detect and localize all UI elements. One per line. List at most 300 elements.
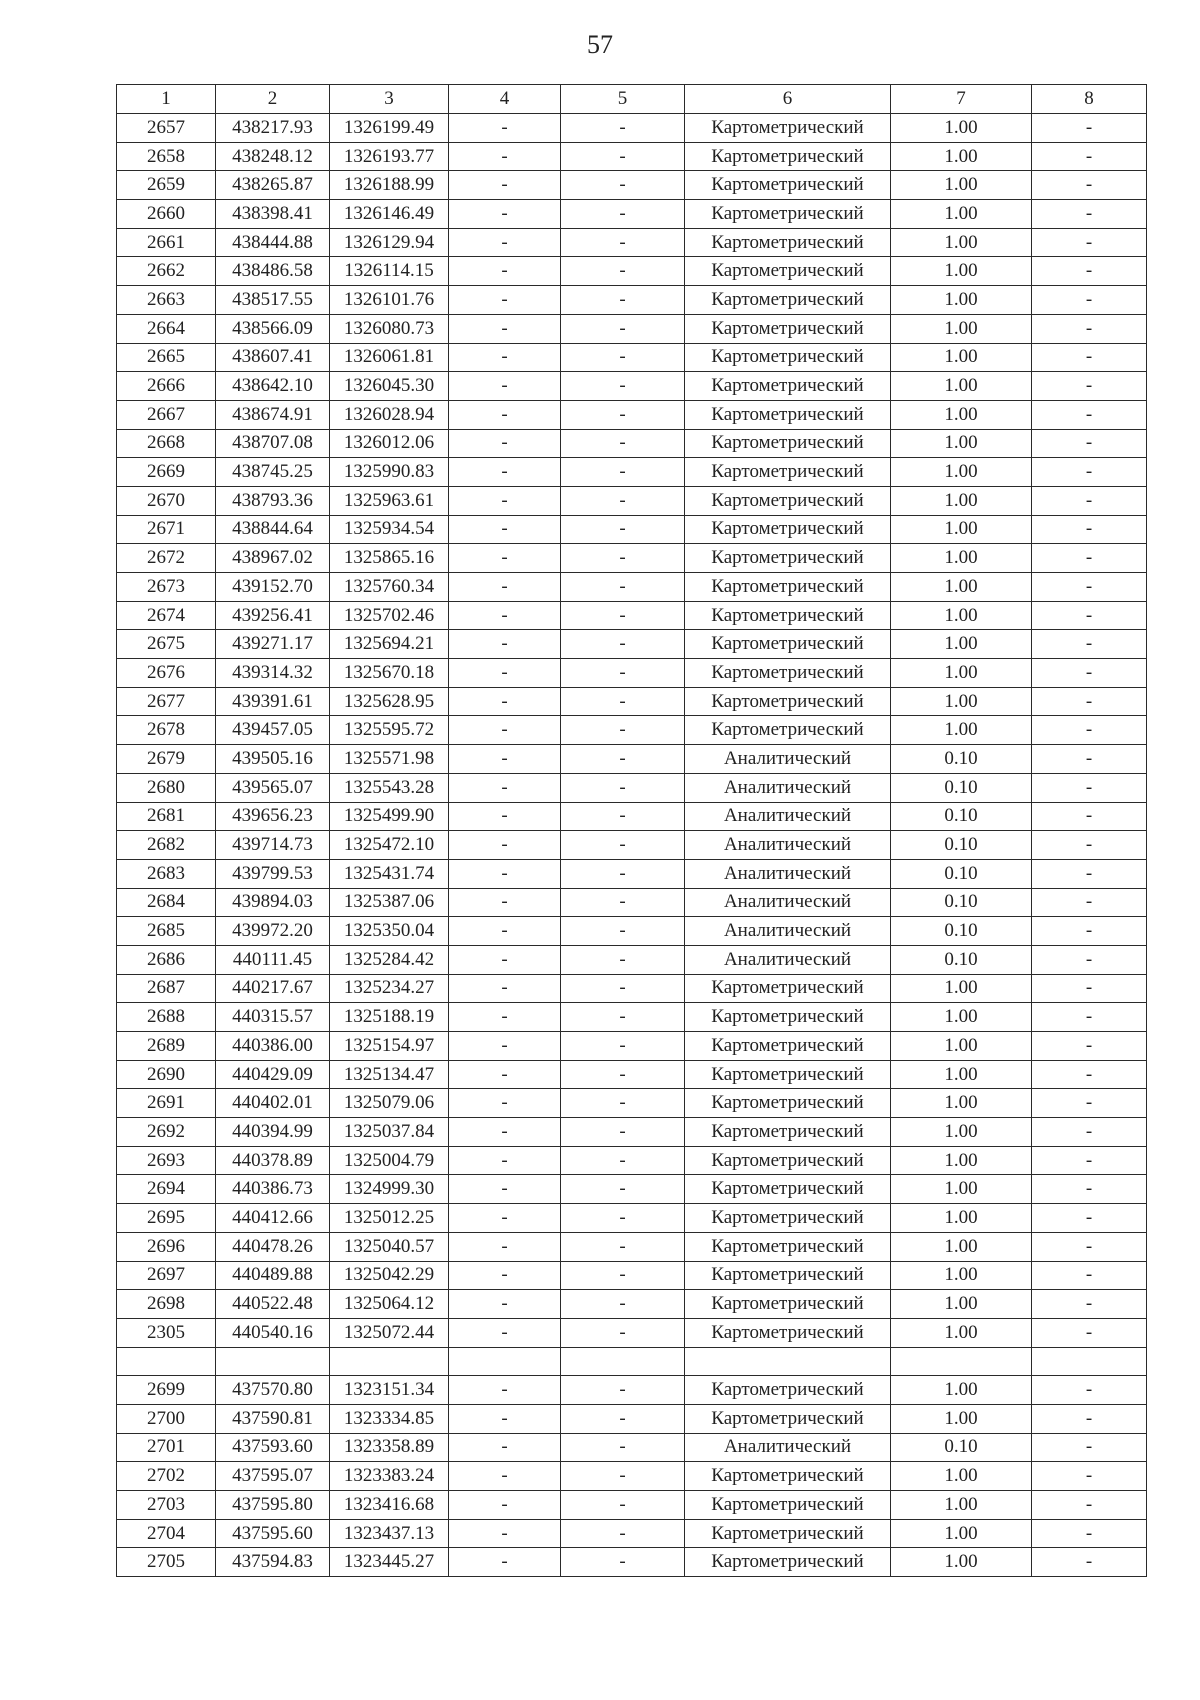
table-cell: 2685	[117, 917, 216, 946]
table-cell: 2680	[117, 773, 216, 802]
table-cell: -	[1032, 1089, 1147, 1118]
table-cell: Картометрический	[685, 1204, 891, 1233]
table-cell: 1323437.13	[330, 1519, 449, 1548]
table-cell: -	[561, 1146, 685, 1175]
table-cell: 1326114.15	[330, 257, 449, 286]
column-header: 1	[117, 85, 216, 114]
table-cell: 437570.80	[216, 1376, 330, 1405]
table-cell: -	[1032, 802, 1147, 831]
table-cell: -	[449, 429, 561, 458]
table-row	[117, 372, 1147, 401]
table-cell: 2663	[117, 286, 216, 315]
table-cell: -	[449, 343, 561, 372]
table-cell: 1325188.19	[330, 1003, 449, 1032]
table-cell: -	[1032, 745, 1147, 774]
table-cell: -	[561, 1318, 685, 1347]
table-cell: 1325042.29	[330, 1261, 449, 1290]
table-cell: 437594.83	[216, 1548, 330, 1577]
table-cell: 2693	[117, 1146, 216, 1175]
table-row	[117, 429, 1147, 458]
table-cell: -	[449, 1491, 561, 1520]
table-cell: -	[449, 257, 561, 286]
table-cell: -	[449, 802, 561, 831]
table-cell: 2694	[117, 1175, 216, 1204]
column-header: 2	[216, 85, 330, 114]
table-cell: 440315.57	[216, 1003, 330, 1032]
table-cell: -	[1032, 114, 1147, 143]
table-cell: -	[561, 659, 685, 688]
table-row	[117, 200, 1147, 229]
table-cell: -	[449, 372, 561, 401]
table-cell: 1325760.34	[330, 573, 449, 602]
table-cell: 1325079.06	[330, 1089, 449, 1118]
table-cell: -	[561, 1290, 685, 1319]
table-cell: 440489.88	[216, 1261, 330, 1290]
table-row	[117, 1175, 1147, 1204]
table-cell: -	[449, 228, 561, 257]
table-cell: -	[561, 544, 685, 573]
table-cell: 2691	[117, 1089, 216, 1118]
table-cell: -	[1032, 372, 1147, 401]
table-cell: Картометрический	[685, 1548, 891, 1577]
table-cell: -	[561, 257, 685, 286]
table-row	[117, 286, 1147, 315]
table-cell: 2660	[117, 200, 216, 229]
table-row	[117, 745, 1147, 774]
table-row	[117, 1146, 1147, 1175]
table-cell: 1.00	[891, 458, 1032, 487]
table-cell: 439894.03	[216, 888, 330, 917]
table-cell: 2669	[117, 458, 216, 487]
table-cell: Картометрический	[685, 257, 891, 286]
table-cell: 1.00	[891, 630, 1032, 659]
table-cell: Картометрический	[685, 515, 891, 544]
table-cell: 438217.93	[216, 114, 330, 143]
table-cell: 2661	[117, 228, 216, 257]
table-cell: 2701	[117, 1433, 216, 1462]
table-cell	[117, 1347, 216, 1376]
table-cell: 1326061.81	[330, 343, 449, 372]
table-cell: 2689	[117, 1032, 216, 1061]
table-cell: Картометрический	[685, 1404, 891, 1433]
table-cell: Картометрический	[685, 372, 891, 401]
table-row	[117, 831, 1147, 860]
table-cell: 1326045.30	[330, 372, 449, 401]
table-cell: 438517.55	[216, 286, 330, 315]
table-cell: Картометрический	[685, 142, 891, 171]
table-cell: Картометрический	[685, 1146, 891, 1175]
table-row	[117, 1347, 1147, 1376]
table-cell: 1.00	[891, 573, 1032, 602]
table-cell: -	[449, 1519, 561, 1548]
table-cell: -	[561, 486, 685, 515]
table-cell: 440402.01	[216, 1089, 330, 1118]
table-cell: -	[1032, 286, 1147, 315]
table-cell: 1325234.27	[330, 974, 449, 1003]
table-cell: 1.00	[891, 171, 1032, 200]
table-row	[117, 228, 1147, 257]
table-cell	[449, 1347, 561, 1376]
table-cell: -	[449, 1462, 561, 1491]
table-cell: -	[449, 888, 561, 917]
table-cell: -	[561, 716, 685, 745]
table-cell: -	[561, 1462, 685, 1491]
table-cell: -	[1032, 142, 1147, 171]
table-cell: -	[449, 1060, 561, 1089]
table-cell: -	[561, 1003, 685, 1032]
table-cell: -	[449, 114, 561, 143]
table-cell: 1325865.16	[330, 544, 449, 573]
table-cell: -	[1032, 601, 1147, 630]
table-cell: 2695	[117, 1204, 216, 1233]
table-cell	[685, 1347, 891, 1376]
table-cell: -	[1032, 544, 1147, 573]
table-cell: 1326199.49	[330, 114, 449, 143]
table-cell: -	[1032, 257, 1147, 286]
table-body	[117, 114, 1147, 1577]
table-cell: -	[561, 314, 685, 343]
table-cell: -	[561, 400, 685, 429]
page-number: 57	[587, 30, 613, 59]
table-cell: -	[449, 1003, 561, 1032]
table-cell: 437595.07	[216, 1462, 330, 1491]
table-cell: 2683	[117, 859, 216, 888]
column-header: 6	[685, 85, 891, 114]
table-cell: 1.00	[891, 257, 1032, 286]
table-cell: 2666	[117, 372, 216, 401]
table-row	[117, 1060, 1147, 1089]
table-row	[117, 486, 1147, 515]
table-cell: 0.10	[891, 945, 1032, 974]
table-cell: 438265.87	[216, 171, 330, 200]
table-cell: 2679	[117, 745, 216, 774]
table-cell: 1.00	[891, 1404, 1032, 1433]
table-cell: Картометрический	[685, 544, 891, 573]
table-cell: 1.00	[891, 1118, 1032, 1147]
table-cell: Картометрический	[685, 1290, 891, 1319]
table-cell: -	[1032, 573, 1147, 602]
table-cell: -	[1032, 859, 1147, 888]
column-header: 7	[891, 85, 1032, 114]
table-cell: 1323416.68	[330, 1491, 449, 1520]
table-cell: 438607.41	[216, 343, 330, 372]
table-cell: -	[561, 1232, 685, 1261]
table-row	[117, 1204, 1147, 1233]
table-cell: Картометрический	[685, 1175, 891, 1204]
table-cell: -	[1032, 1060, 1147, 1089]
table-cell: -	[561, 1519, 685, 1548]
table-row	[117, 114, 1147, 143]
table-cell: -	[1032, 228, 1147, 257]
table-cell: -	[1032, 1146, 1147, 1175]
column-header: 5	[561, 85, 685, 114]
table-header-row	[117, 85, 1147, 114]
table-cell: 1.00	[891, 314, 1032, 343]
table-cell: Картометрический	[685, 200, 891, 229]
table-cell: -	[1032, 314, 1147, 343]
table-cell: Картометрический	[685, 171, 891, 200]
table-cell: Картометрический	[685, 314, 891, 343]
table-cell: -	[1032, 1261, 1147, 1290]
table-cell: -	[561, 687, 685, 716]
table-cell: 2684	[117, 888, 216, 917]
table-cell: -	[561, 917, 685, 946]
table-cell: 2696	[117, 1232, 216, 1261]
table-cell: -	[449, 859, 561, 888]
table-cell: -	[449, 1175, 561, 1204]
table-row	[117, 458, 1147, 487]
table-cell	[216, 1347, 330, 1376]
table-cell: -	[561, 601, 685, 630]
table-cell: Картометрический	[685, 1003, 891, 1032]
table-cell: 2702	[117, 1462, 216, 1491]
table-cell: 1.00	[891, 687, 1032, 716]
table-cell: 437595.80	[216, 1491, 330, 1520]
table-cell: -	[449, 917, 561, 946]
table-cell: Картометрический	[685, 1261, 891, 1290]
table-cell: 439972.20	[216, 917, 330, 946]
table-cell: Аналитический	[685, 917, 891, 946]
table-row	[117, 1491, 1147, 1520]
table-cell: Картометрический	[685, 1060, 891, 1089]
table-cell: -	[561, 343, 685, 372]
table-cell: Аналитический	[685, 1433, 891, 1462]
table-cell: -	[1032, 458, 1147, 487]
table-row	[117, 400, 1147, 429]
table-cell: 438398.41	[216, 200, 330, 229]
table-cell: -	[449, 1032, 561, 1061]
table-cell: 1.00	[891, 974, 1032, 1003]
table-cell: 1325702.46	[330, 601, 449, 630]
table-cell: -	[449, 1433, 561, 1462]
table-cell: -	[561, 745, 685, 774]
table-cell: 1325004.79	[330, 1146, 449, 1175]
table-cell: Картометрический	[685, 1519, 891, 1548]
table-cell: Картометрический	[685, 974, 891, 1003]
table-cell: 1325134.47	[330, 1060, 449, 1089]
table-cell: Картометрический	[685, 429, 891, 458]
table-cell: 1326129.94	[330, 228, 449, 257]
table-cell: Картометрический	[685, 228, 891, 257]
table-cell: -	[1032, 1433, 1147, 1462]
table-cell: -	[449, 745, 561, 774]
table-cell: -	[449, 1548, 561, 1577]
table-row	[117, 1548, 1147, 1577]
table-cell: 2674	[117, 601, 216, 630]
table-cell: 1.00	[891, 486, 1032, 515]
table-cell: 1325963.61	[330, 486, 449, 515]
table-cell: -	[561, 429, 685, 458]
table-cell: -	[561, 200, 685, 229]
table-cell: 2658	[117, 142, 216, 171]
table-cell: -	[561, 802, 685, 831]
table-cell: 1.00	[891, 1318, 1032, 1347]
table-cell: 0.10	[891, 831, 1032, 860]
table-cell: -	[1032, 1519, 1147, 1548]
table-row	[117, 1404, 1147, 1433]
table-cell: Картометрический	[685, 458, 891, 487]
table-cell: Картометрический	[685, 630, 891, 659]
table-cell: -	[1032, 515, 1147, 544]
table-cell: 440429.09	[216, 1060, 330, 1089]
table-cell: 2698	[117, 1290, 216, 1319]
table-cell	[1032, 1347, 1147, 1376]
table-cell: 1.00	[891, 1491, 1032, 1520]
table-cell: 439656.23	[216, 802, 330, 831]
table-cell: -	[1032, 917, 1147, 946]
table-cell: 2659	[117, 171, 216, 200]
table-cell: 2667	[117, 400, 216, 429]
table-cell: 439457.05	[216, 716, 330, 745]
table-cell: -	[449, 1118, 561, 1147]
table-cell: 1325040.57	[330, 1232, 449, 1261]
table-cell: 1324999.30	[330, 1175, 449, 1204]
table-cell: 1.00	[891, 1032, 1032, 1061]
table-cell: 1325934.54	[330, 515, 449, 544]
table-cell: 1325670.18	[330, 659, 449, 688]
table-cell: 440522.48	[216, 1290, 330, 1319]
table-cell: -	[449, 659, 561, 688]
table-cell: -	[449, 1290, 561, 1319]
table-cell: 2690	[117, 1060, 216, 1089]
table-cell: 2670	[117, 486, 216, 515]
table-cell: -	[561, 859, 685, 888]
table-cell: 1326193.77	[330, 142, 449, 171]
table-cell: 438642.10	[216, 372, 330, 401]
table-cell: -	[449, 286, 561, 315]
table-row	[117, 1261, 1147, 1290]
table-cell: 439391.61	[216, 687, 330, 716]
table-cell: -	[449, 1146, 561, 1175]
table-cell: -	[561, 773, 685, 802]
table-cell: 1.00	[891, 429, 1032, 458]
table-cell: Аналитический	[685, 831, 891, 860]
table-cell: -	[1032, 831, 1147, 860]
table-cell: -	[449, 573, 561, 602]
table-cell: Картометрический	[685, 573, 891, 602]
table-cell: 1.00	[891, 659, 1032, 688]
table-cell: 1.00	[891, 1548, 1032, 1577]
table-row	[117, 1118, 1147, 1147]
table-cell: -	[1032, 1175, 1147, 1204]
table-cell: 1326080.73	[330, 314, 449, 343]
table-cell: 2675	[117, 630, 216, 659]
table-cell: 437595.60	[216, 1519, 330, 1548]
table-row	[117, 1003, 1147, 1032]
table-cell	[561, 1347, 685, 1376]
table-cell: 1.00	[891, 142, 1032, 171]
table-cell: 2664	[117, 314, 216, 343]
table-cell: 1325571.98	[330, 745, 449, 774]
table-cell: -	[449, 1089, 561, 1118]
table-cell: -	[1032, 1462, 1147, 1491]
table-cell: -	[561, 1118, 685, 1147]
table-cell: -	[449, 630, 561, 659]
table-row	[117, 257, 1147, 286]
table-cell: 2705	[117, 1548, 216, 1577]
table-cell: 1325154.97	[330, 1032, 449, 1061]
table-cell: 439505.16	[216, 745, 330, 774]
table-row	[117, 1462, 1147, 1491]
table-row	[117, 1433, 1147, 1462]
table-cell: 438444.88	[216, 228, 330, 257]
table-cell: -	[449, 544, 561, 573]
table-cell: 1325064.12	[330, 1290, 449, 1319]
table-cell: 2681	[117, 802, 216, 831]
table-cell: -	[561, 458, 685, 487]
table-cell: 1325694.21	[330, 630, 449, 659]
table-cell: 438674.91	[216, 400, 330, 429]
table-cell	[330, 1347, 449, 1376]
table-cell: Картометрический	[685, 486, 891, 515]
table-cell: 1.00	[891, 200, 1032, 229]
table-cell: 439799.53	[216, 859, 330, 888]
table-cell: 2686	[117, 945, 216, 974]
table-row	[117, 659, 1147, 688]
table-cell: -	[561, 1491, 685, 1520]
table-cell: -	[561, 573, 685, 602]
table-cell: 440540.16	[216, 1318, 330, 1347]
table-cell: 439256.41	[216, 601, 330, 630]
table-cell: -	[449, 831, 561, 860]
table-cell: -	[449, 486, 561, 515]
table-cell: 1325431.74	[330, 859, 449, 888]
table-cell: -	[561, 1404, 685, 1433]
table-cell: -	[449, 1261, 561, 1290]
table-cell: -	[561, 1175, 685, 1204]
table-cell: 1325012.25	[330, 1204, 449, 1233]
table-cell: 2704	[117, 1519, 216, 1548]
table-row	[117, 515, 1147, 544]
table-cell: Картометрический	[685, 601, 891, 630]
table-cell: -	[1032, 343, 1147, 372]
table-row	[117, 314, 1147, 343]
table-row	[117, 1089, 1147, 1118]
table-cell: 1323151.34	[330, 1376, 449, 1405]
table-cell: 2677	[117, 687, 216, 716]
table-cell: 440478.26	[216, 1232, 330, 1261]
table-row	[117, 1519, 1147, 1548]
table-cell: 2697	[117, 1261, 216, 1290]
table-row	[117, 630, 1147, 659]
table-cell: 440386.73	[216, 1175, 330, 1204]
table-cell: Картометрический	[685, 1491, 891, 1520]
table-cell: -	[561, 1548, 685, 1577]
table-cell: 2672	[117, 544, 216, 573]
table-cell: -	[449, 1376, 561, 1405]
table-cell: 1325472.10	[330, 831, 449, 860]
table-cell: -	[561, 286, 685, 315]
table-cell: 0.10	[891, 917, 1032, 946]
table-cell: 2688	[117, 1003, 216, 1032]
table-cell: -	[1032, 773, 1147, 802]
table-cell: 438844.64	[216, 515, 330, 544]
table-cell: Аналитический	[685, 945, 891, 974]
table-cell: -	[449, 1204, 561, 1233]
table-cell: 1326101.76	[330, 286, 449, 315]
table-cell: -	[1032, 945, 1147, 974]
table-cell: -	[561, 1204, 685, 1233]
table-cell: 438793.36	[216, 486, 330, 515]
table-cell: 1.00	[891, 114, 1032, 143]
table-cell: -	[1032, 1491, 1147, 1520]
table-cell: 439714.73	[216, 831, 330, 860]
table-row	[117, 773, 1147, 802]
table-cell: Картометрический	[685, 659, 891, 688]
table-cell: 1.00	[891, 1060, 1032, 1089]
table-cell: 1325990.83	[330, 458, 449, 487]
table-cell: 1325499.90	[330, 802, 449, 831]
